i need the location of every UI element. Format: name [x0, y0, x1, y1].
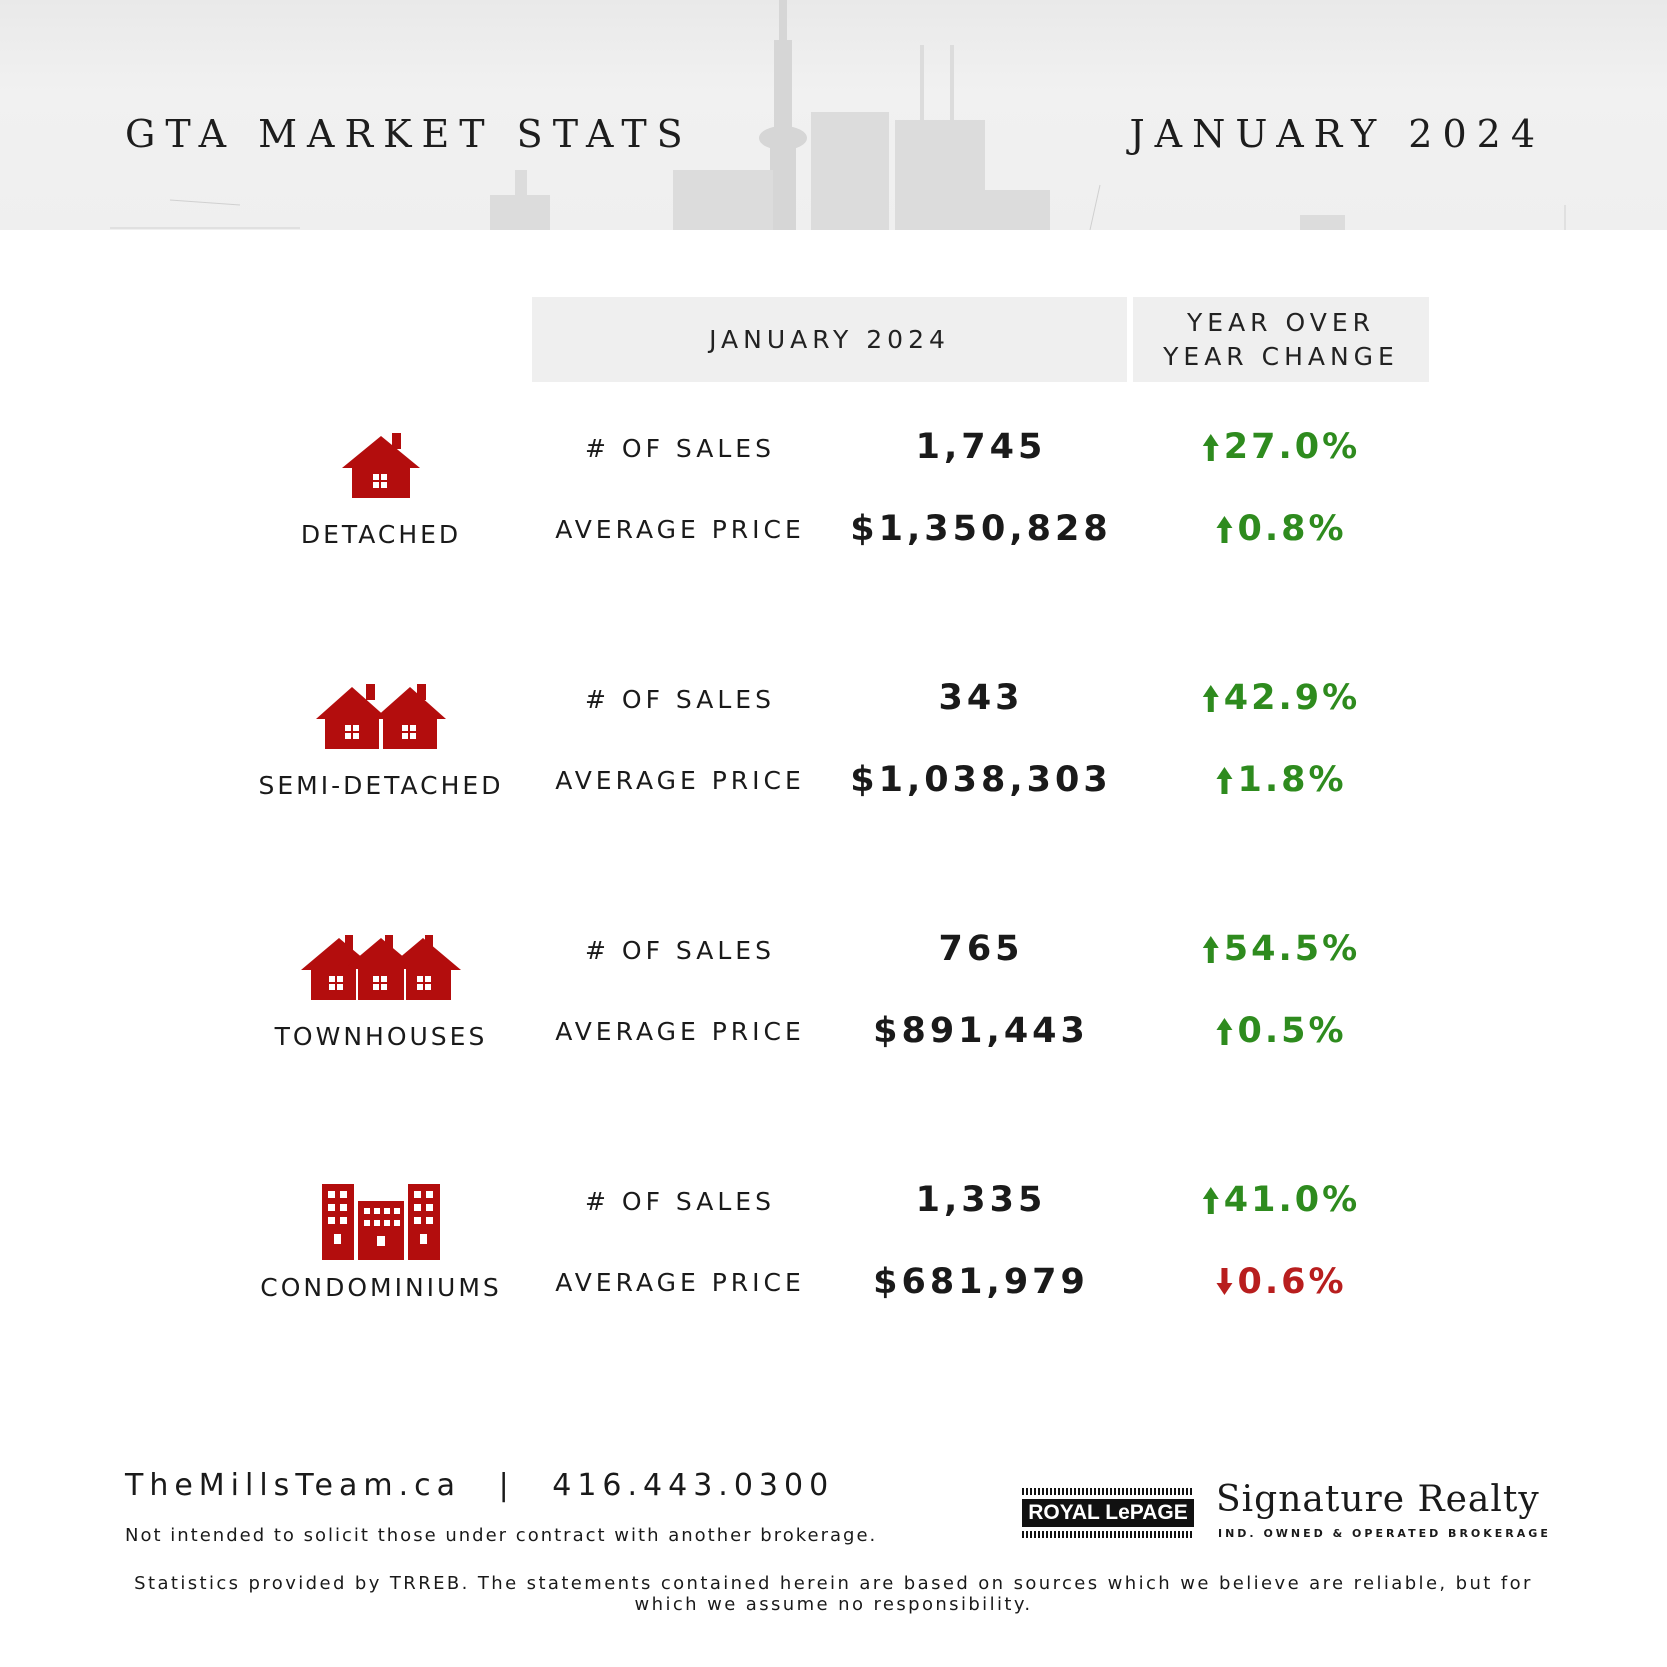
sales-change-value: 54.5%	[1223, 929, 1361, 969]
property-group-condominiums	[0, 1178, 1667, 1318]
property-group-detached	[0, 425, 1667, 565]
logo-stripe-bottom	[1022, 1531, 1194, 1538]
contact-line	[125, 1468, 834, 1503]
page-title: GTA MARKET STATS	[125, 112, 693, 156]
sales-label: # OF SALES	[585, 936, 775, 965]
arrow-up-icon	[1202, 432, 1220, 462]
sales-change-value: 27.0%	[1223, 427, 1361, 467]
royal-lepage-logo	[1022, 1485, 1194, 1541]
property-type-label: TOWNHOUSES	[274, 1022, 488, 1051]
townhouse-icon	[301, 933, 461, 1001]
price-change-value: 0.8%	[1237, 509, 1347, 549]
price-change-value: 0.5%	[1237, 1011, 1347, 1051]
price-change	[1215, 1262, 1346, 1302]
contact-separator: |	[498, 1468, 515, 1503]
brokerage-name: Signature Realty	[1216, 1479, 1540, 1520]
column-header-yoy-line1: YEAR OVER	[1187, 307, 1375, 337]
sales-label: # OF SALES	[585, 434, 775, 463]
property-group-townhouses	[0, 927, 1667, 1067]
price-value: $891,443	[873, 1011, 1089, 1051]
sales-value: 765	[938, 929, 1024, 969]
sales-change-value: 41.0%	[1223, 1180, 1361, 1220]
brokerage-logo	[1022, 1479, 1551, 1545]
price-change-value: 1.8%	[1237, 760, 1347, 800]
royal-lepage-logo-text: ROYAL LePAGE	[1022, 1499, 1194, 1527]
price-value: $1,350,828	[850, 509, 1112, 549]
arrow-down-icon	[1215, 1267, 1233, 1297]
sales-change-value: 42.9%	[1223, 678, 1361, 718]
price-label: AVERAGE PRICE	[555, 1268, 805, 1297]
property-type-label: CONDOMINIUMS	[260, 1273, 502, 1302]
price-change	[1215, 1011, 1346, 1051]
price-value: $1,038,303	[850, 760, 1112, 800]
arrow-up-icon	[1202, 934, 1220, 964]
sales-change	[1202, 1180, 1360, 1220]
sales-change	[1202, 678, 1360, 718]
sales-label: # OF SALES	[585, 685, 775, 714]
column-header-month-label: JANUARY 2024	[709, 324, 950, 354]
sales-label: # OF SALES	[585, 1187, 775, 1216]
solicitation-disclaimer: Not intended to solicit those under contract with another brokerage.	[125, 1525, 878, 1546]
price-change	[1215, 760, 1346, 800]
condominium-building-icon	[322, 1184, 440, 1260]
column-header-month	[532, 297, 1127, 382]
logo-stripe-top	[1022, 1488, 1194, 1495]
price-label: AVERAGE PRICE	[555, 515, 805, 544]
sales-change	[1202, 427, 1360, 467]
price-value: $681,979	[873, 1262, 1089, 1302]
arrow-up-icon	[1215, 514, 1233, 544]
column-header-yoy	[1133, 297, 1429, 382]
phone-number[interactable]: 416.443.0300	[552, 1468, 835, 1503]
brokerage-subtitle: IND. OWNED & OPERATED BROKERAGE	[1218, 1527, 1551, 1540]
arrow-up-icon	[1202, 1185, 1220, 1215]
website-link[interactable]: TheMillsTeam.ca	[125, 1468, 462, 1503]
sales-change	[1202, 929, 1360, 969]
semi-detached-house-icon	[316, 682, 446, 750]
sales-value: 1,335	[915, 1180, 1047, 1220]
price-label: AVERAGE PRICE	[555, 1017, 805, 1046]
report-period: JANUARY 2024	[1129, 112, 1545, 156]
statistics-disclaimer: Statistics provided by TRREB. The statements contained herein are based on sources which we believe are reliable, but for which we assume no responsibility.	[134, 1573, 1533, 1615]
price-label: AVERAGE PRICE	[555, 766, 805, 795]
price-change-value: 0.6%	[1237, 1262, 1347, 1302]
detached-house-icon	[341, 431, 421, 499]
arrow-up-icon	[1202, 683, 1220, 713]
property-type-label: SEMI-DETACHED	[258, 771, 504, 800]
arrow-up-icon	[1215, 1016, 1233, 1046]
property-group-semi-detached	[0, 676, 1667, 816]
arrow-up-icon	[1215, 765, 1233, 795]
property-type-label: DETACHED	[300, 520, 462, 549]
column-header-yoy-line2: YEAR CHANGE	[1163, 341, 1399, 371]
header-banner	[0, 0, 1667, 230]
price-change	[1215, 509, 1346, 549]
sales-value: 1,745	[915, 427, 1047, 467]
sales-value: 343	[938, 678, 1024, 718]
